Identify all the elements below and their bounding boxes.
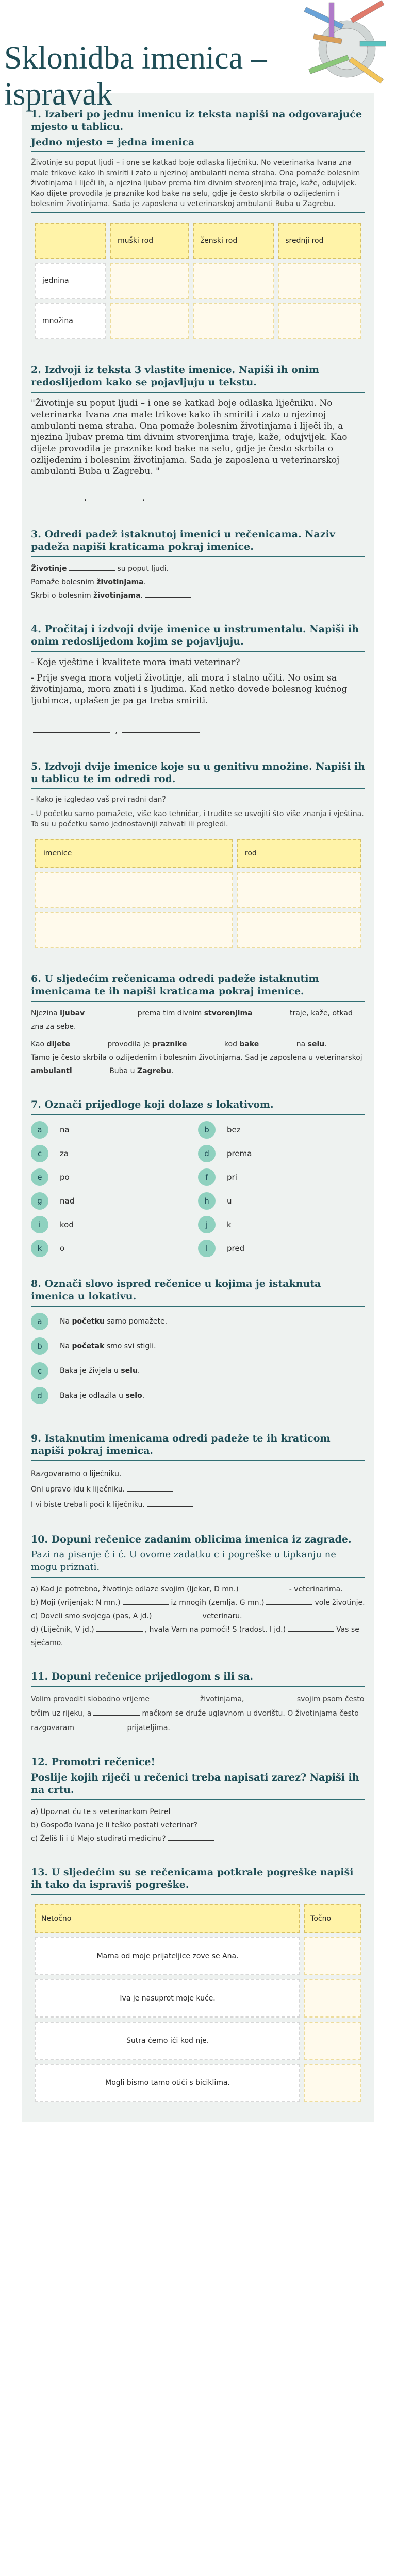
header-cell: rod (237, 839, 361, 868)
answer-cell[interactable] (304, 1979, 361, 2018)
header-cell: imenice (35, 839, 233, 868)
question-4 (31, 602, 365, 735)
question-4-title: 4. Pročitaj i izdvoji dvije imenice u instrumentalu. Napiši ih onim redoslijedom kojim se pojavljuju. (31, 623, 359, 647)
option-letter[interactable]: k (31, 1240, 48, 1257)
option[interactable]: a na (31, 1121, 198, 1139)
option-letter[interactable]: b (198, 1121, 216, 1139)
question-8 (31, 1257, 365, 1404)
question-1-subtitle: Jedno mjesto = jedna imenica (31, 137, 195, 148)
question-13 (31, 1845, 365, 2106)
question-13-table (31, 1900, 365, 2106)
question-9-title: 9. Istaknutim imenicama odredi padeže te ih kraticom napiši pokraj imenica. (31, 1433, 331, 1456)
option[interactable]: b Na početak smo svi stigli. (31, 1337, 365, 1355)
answer-blank[interactable] (150, 493, 196, 500)
question-8-options (31, 1313, 365, 1404)
answer-cell[interactable] (304, 2022, 361, 2060)
option-letter[interactable]: l (198, 1240, 216, 1257)
divider (31, 212, 365, 213)
answer-cell[interactable] (237, 872, 361, 908)
option[interactable]: k o (31, 1240, 198, 1257)
question-1-title: 1. Izaberi po jednu imenicu iz teksta napiši na odgovarajuće mjesto u tablicu. (31, 109, 362, 132)
sentence: Razgovaramo o liječniku. (31, 1466, 365, 1482)
divider (31, 1799, 365, 1800)
sentence: I vi biste trebali poći k liječniku. (31, 1497, 365, 1513)
answer-cell[interactable] (110, 303, 189, 339)
question-11 (31, 1650, 365, 1735)
question-12-sentences (31, 1805, 365, 1845)
option-letter[interactable]: i (31, 1216, 48, 1233)
option-letter[interactable]: a (31, 1121, 48, 1139)
option[interactable]: d prema (198, 1145, 365, 1162)
question-3-sentences (31, 562, 365, 602)
sentence: Skrbi o bolesnim životinjama. (31, 589, 365, 602)
answer-blank[interactable] (76, 1723, 123, 1730)
question-9-sentences (31, 1466, 365, 1513)
option[interactable]: e po (31, 1168, 198, 1186)
question-6-title: 6. U sljedećim rečenicama odredi padeže istaknutim imenicama te ih napiši kraticama pokraj imenice. (31, 973, 319, 997)
question-2-title: 2. Izdvoji iz teksta 3 vlastite imenice. Napiši ih onim redoslijedom kako se pojavljuju u tekstu. (31, 364, 319, 388)
incorrect-sentence: Mama od moje prijateljice zove se Ana. (35, 1937, 300, 1975)
answer-blank[interactable] (152, 1694, 198, 1701)
question-12-title: 12. Promotri rečenice! (31, 1756, 155, 1768)
option[interactable]: f pri (198, 1168, 365, 1186)
answer-blank[interactable] (91, 493, 138, 500)
divider (31, 392, 365, 393)
answer-cell[interactable] (304, 2064, 361, 2102)
answer-blank[interactable] (266, 1598, 312, 1605)
header-cell: Točno (304, 1904, 361, 1933)
question-5-table (31, 835, 365, 952)
question-1-text: Životinje su poput ljudi – i one se katkad boje odlaska liječniku. No veterinarka Ivana zna male trikove kako ih smiriti i zato u njezinoj ambulanti nema straha. Ona pomaže bolesnim životinjama i liječi ih, a njezina ljubav prema tim divnim stvorenjima traje, kaže, odujvijek. Kao dijete provodila je praznike kod bake na selu, gdje je često skrbila o ozlijeđenim i bolesnim životinjama. Sada je zaposlena u veterinarskoj ambulanti Buba u Zagrebu. (31, 159, 360, 208)
paragraph: Kao dijete provodila je praznike kod bake na selu. Tamo je često skrbila o ozlijeđenim i bolesnim životinjama. Sad je zaposlena u veterinarskoj ambulanti Buba u Zagrebu. (31, 1040, 362, 1075)
answer-cell[interactable] (278, 303, 361, 339)
header-cell: muški rod (110, 223, 189, 259)
option-letter[interactable]: h (198, 1192, 216, 1210)
option[interactable]: i kod (31, 1216, 198, 1233)
question-4-line-1: - Koje vještine i kvalitete mora imati veterinar? (31, 657, 240, 668)
answer-cell[interactable] (304, 1937, 361, 1975)
sentence: Životinje su poput ljudi. (31, 565, 169, 573)
divider (31, 1894, 365, 1895)
answer-blank[interactable] (200, 1820, 246, 1827)
table-corner-cell (35, 223, 106, 259)
sentence: Oni upravo idu k liječniku. (31, 1482, 365, 1497)
divider (31, 788, 365, 789)
question-5-line-1: - Kako je izgledao vaš prvi radni dan? (31, 795, 166, 804)
question-13-title: 13. U sljedećim su se rečenicama potkrale pogreške napiši ih tako da ispraviš pogreške. (31, 1867, 354, 1890)
question-5-line-2: - U početku samo pomažete, više kao tehničar, i trudite se usvojiti što više znanja i vještina. To su u početku samo jednostavniji zahvati ili pregledi. (31, 810, 364, 828)
answer-blank[interactable] (127, 1484, 173, 1492)
question-3 (31, 507, 365, 602)
option-letter[interactable]: c (31, 1362, 48, 1380)
question-11-text: Volim provoditi slobodno vrijeme životinjama, svojim psom često trčim uz rijeku, a mačkom se druže uglavnom u dvorištu. O životinjama često razgovaram prijateljima. (31, 1695, 365, 1732)
answer-blank[interactable] (33, 493, 79, 500)
option-letter[interactable]: c (31, 1145, 48, 1162)
option-letter[interactable]: f (198, 1168, 216, 1186)
divider (31, 1306, 365, 1307)
sentence: b) Moji (vrijenjak; N mn.) iz mnogih (zemlja, G mn.) vole životinje. (31, 1599, 365, 1607)
question-6-text (31, 1007, 365, 1078)
page-title: Sklonidba imenica – ispravak (4, 41, 267, 112)
answer-cell[interactable] (193, 263, 274, 299)
option[interactable]: a Na početku samo pomažete. (31, 1313, 365, 1330)
question-4-answers: , (31, 725, 365, 735)
question-5 (31, 740, 365, 952)
option-letter[interactable]: d (31, 1387, 48, 1404)
option[interactable]: c za (31, 1145, 198, 1162)
answer-blank[interactable] (69, 564, 115, 571)
sentence: b) Gospođo Ivana je li teško postati veterinar? (31, 1819, 365, 1832)
sentence: Pomaže bolesnim životinjama. (31, 575, 365, 589)
answer-cell[interactable] (278, 263, 361, 299)
question-2-answers: , , (31, 493, 365, 502)
option[interactable]: b bez (198, 1121, 365, 1139)
answer-blank[interactable] (72, 1039, 103, 1046)
answer-blank[interactable] (246, 1694, 292, 1701)
row-label: jednina (35, 263, 106, 299)
answer-blank[interactable] (189, 1039, 220, 1046)
sentence: d) (Liječnik, V jd.) , hvala Vam na pomoći! S (radost, I jd.) Vas se sjećamo. (31, 1625, 359, 1647)
answer-blank[interactable] (123, 1469, 170, 1476)
header-cell: Netočno (35, 1904, 300, 1933)
worksheet-container (22, 93, 374, 2122)
answer-blank[interactable] (93, 1708, 140, 1716)
divider (31, 1460, 365, 1461)
sentence: c) Želiš li i ti Majo studirati medicinu? (31, 1832, 365, 1845)
answer-blank[interactable] (172, 1807, 219, 1814)
answer-blank[interactable] (87, 1008, 133, 1015)
option[interactable]: l pred (198, 1240, 365, 1257)
sentence: a) Kad je potrebno, životinje odlaze svojim (ljekar, D mn.) - veterinarima. (31, 1585, 343, 1594)
answer-blank[interactable] (288, 1624, 334, 1632)
answer-blank[interactable] (168, 1834, 214, 1841)
incorrect-sentence: Iva je nasuprot moje kuće. (35, 1979, 300, 2018)
question-12 (31, 1735, 365, 1845)
option-letter[interactable]: d (198, 1145, 216, 1162)
answer-blank[interactable] (122, 725, 200, 733)
answer-blank[interactable] (145, 590, 191, 598)
option-letter[interactable]: a (31, 1313, 48, 1330)
incorrect-sentence: Sutra ćemo ići kod nje. (35, 2022, 300, 2060)
option[interactable]: c Baka je živjela u selu. (31, 1362, 365, 1380)
answer-cell[interactable] (237, 912, 361, 948)
question-4-line-2: - Prije svega mora voljeti životinje, ali mora i stalno učiti. No osim sa životinjama, mora znati i s ljudima. Kad netko dovede bolesnog kućnog ljubimca, uplašen je pa ga treba smiriti. (31, 673, 348, 706)
question-6 (31, 952, 365, 1078)
question-1-table (31, 218, 365, 343)
question-7-title: 7. Označi prijedloge koji dolaze s lokativom. (31, 1099, 274, 1110)
question-2 (31, 343, 365, 502)
question-1 (31, 99, 365, 343)
incorrect-sentence: Mogli bismo tamo otići s biciklima. (35, 2064, 300, 2102)
divider (31, 1001, 365, 1002)
answer-blank[interactable] (329, 1039, 360, 1046)
question-10 (31, 1513, 365, 1650)
answer-blank[interactable] (148, 577, 194, 584)
question-10-sentences (31, 1583, 365, 1650)
question-10-subtitle: Pazi na pisanje č i ć. U ovome zadatku c i pogreške u tipkanju ne mogu priznati. (31, 1549, 336, 1572)
header (0, 0, 396, 112)
divider (31, 1686, 365, 1687)
divider (31, 1114, 365, 1115)
divider (31, 651, 365, 652)
header-cell: ženski rod (193, 223, 274, 259)
divider (31, 151, 365, 152)
divider (31, 556, 365, 557)
answer-blank[interactable] (241, 1584, 287, 1591)
question-2-text: "Životinje su poput ljudi – i one se katkad boje odlaska liječniku. No veterinarka Ivana zna male trikove kako ih smiriti i zato u njezinoj ambulanti nema straha. Ona pomaže bolesnim životinjama i liječi ih, a njezina ljubav prema tim divnim stvorenjima traje, kaže, odujvijek. Kao dijete provodila je praznike kod bake na selu, gdje je često skrbila o ozlijeđenim i bolesnim životinjama. Sada je zaposlena u veterinarskoj ambulanti Buba u Zagrebu. " (31, 398, 348, 477)
row-label: množina (35, 303, 106, 339)
header-cell: srednji rod (278, 223, 361, 259)
answer-blank[interactable] (123, 1598, 169, 1605)
answer-cell[interactable] (110, 263, 189, 299)
option[interactable]: j k (198, 1216, 365, 1233)
answer-blank[interactable] (147, 1500, 193, 1507)
option-letter[interactable]: g (31, 1192, 48, 1210)
answer-blank[interactable] (261, 1039, 292, 1046)
answer-blank[interactable] (33, 725, 110, 733)
sentence: c) Doveli smo svojega (pas, A jd.) veterinaru. (31, 1612, 242, 1620)
answer-blank[interactable] (175, 1066, 206, 1073)
question-10-title: 10. Dopuni rečenice zadanim oblicima imenica iz zagrade. (31, 1534, 352, 1545)
divider (31, 1577, 365, 1578)
question-7-options (31, 1121, 365, 1257)
answer-blank[interactable] (74, 1066, 105, 1073)
sentence: a) Upoznat ću te s veterinarkom Petrel (31, 1805, 365, 1819)
answer-blank[interactable] (96, 1624, 143, 1632)
option-letter[interactable]: j (198, 1216, 216, 1233)
answer-blank[interactable] (154, 1611, 200, 1618)
paragraph: Njezina ljubav prema tim divnim stvorenjima traje, kaže, otkad zna za sebe. (31, 1009, 353, 1031)
question-8-title: 8. Označi slovo ispred rečenice u kojima je istaknuta imenica u lokativu. (31, 1278, 321, 1302)
answer-blank[interactable] (255, 1008, 286, 1015)
option[interactable]: g nad (31, 1192, 198, 1210)
question-11-title: 11. Dopuni rečenice prijedlogom s ili sa. (31, 1671, 254, 1682)
option-letter[interactable]: b (31, 1337, 48, 1355)
answer-cell[interactable] (35, 912, 233, 948)
option[interactable]: h u (198, 1192, 365, 1210)
option[interactable]: d Baka je odlazila u selo. (31, 1387, 365, 1404)
answer-cell[interactable] (193, 303, 274, 339)
answer-cell[interactable] (35, 872, 233, 908)
question-12-subtitle: Poslije kojih riječi u rečenici treba napisati zarez? Napiši ih na crtu. (31, 1772, 359, 1795)
pencils-illustration (298, 0, 386, 103)
option-letter[interactable]: e (31, 1168, 48, 1186)
question-5-title: 5. Izdvoji dvije imenice koje su u genitivu množine. Napiši ih u tablicu te im odredi rod. (31, 761, 365, 785)
question-3-title: 3. Odredi padež istaknutoj imenici u rečenicama. Naziv padeža napiši kraticama pokraj imenice. (31, 529, 335, 552)
question-9 (31, 1412, 365, 1513)
question-7 (31, 1078, 365, 1257)
